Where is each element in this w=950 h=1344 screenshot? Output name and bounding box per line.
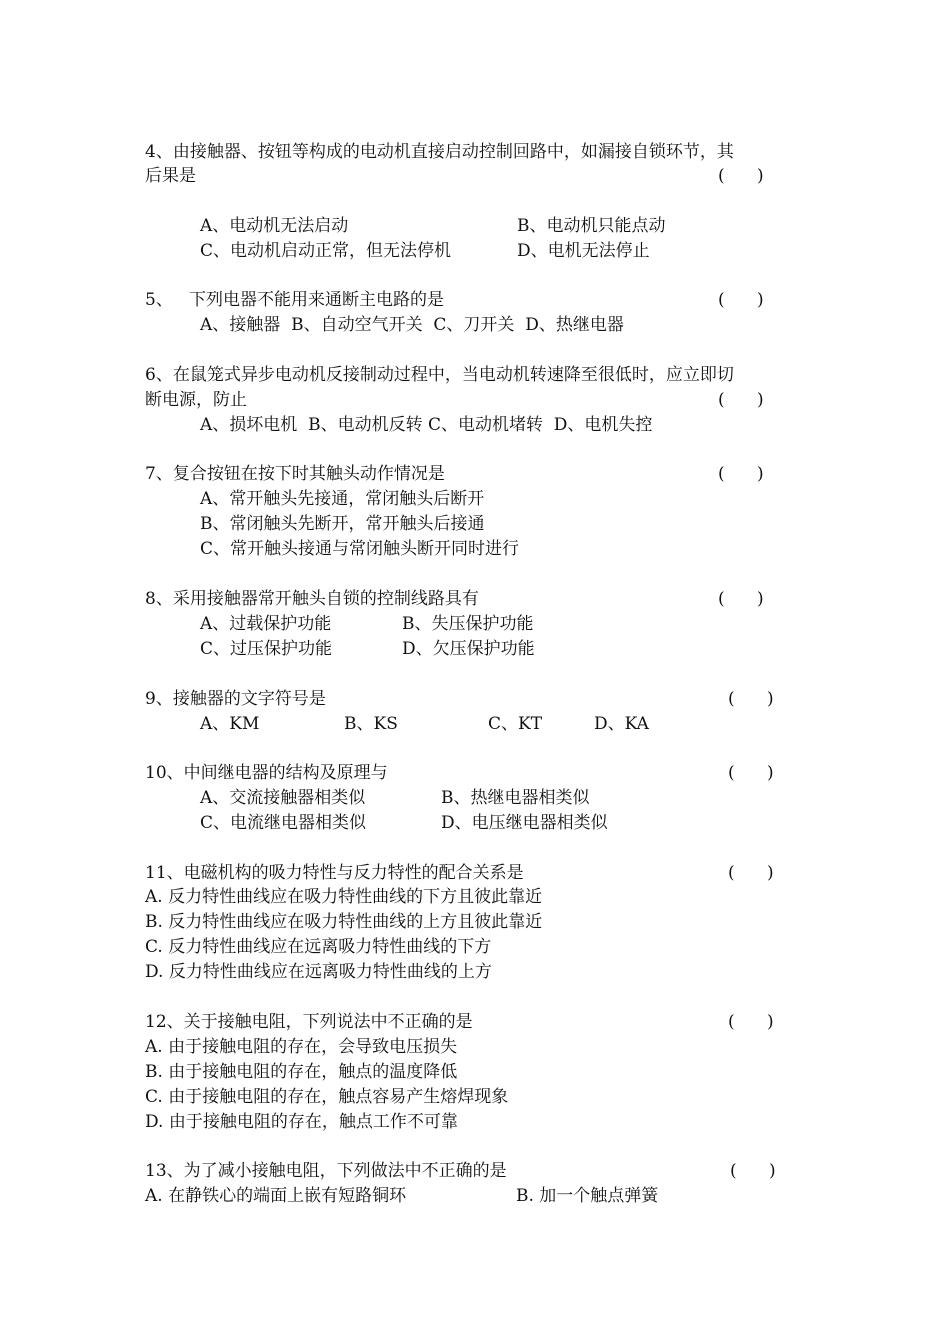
q13-option-a: A. 在静铁心的端面上嵌有短路铜环 bbox=[145, 1186, 407, 1206]
q11-option-a: A. 反力特性曲线应在吸力特性曲线的下方且彼此靠近 bbox=[145, 887, 543, 907]
q12-stem: 12、关于接触电阻，下列说法中不正确的是 bbox=[145, 1012, 473, 1032]
q13-answer-paren: ( ) bbox=[730, 1161, 776, 1181]
q9-option-a: A、KM bbox=[200, 714, 260, 734]
q13-stem: 13、为了减小接触电阻，下列做法中不正确的是 bbox=[145, 1161, 507, 1181]
q10-option-c: C、电流继电器相类似 bbox=[200, 813, 367, 833]
q5-answer-paren: ( ) bbox=[718, 290, 764, 310]
q9-stem: 9、接触器的文字符号是 bbox=[145, 689, 326, 709]
q8-option-b: B、失压保护功能 bbox=[402, 614, 534, 634]
q7-stem: 7、复合按钮在按下时其触头动作情况是 bbox=[145, 464, 445, 484]
q7-option-a: A、常开触头先接通，常闭触头后断开 bbox=[200, 489, 485, 509]
q11-option-d: D. 反力特性曲线应在远离吸力特性曲线的上方 bbox=[145, 962, 492, 982]
q8-answer-paren: ( ) bbox=[718, 589, 764, 609]
q10-option-d: D、电压继电器相类似 bbox=[441, 813, 608, 833]
q9-option-c: C、KT bbox=[488, 714, 543, 734]
q8-option-d: D、欠压保护功能 bbox=[402, 639, 535, 659]
q13-option-b: B. 加一个触点弹簧 bbox=[516, 1186, 659, 1206]
q4-option-d: D、电机无法停止 bbox=[517, 241, 650, 261]
q4-option-a: A、电动机无法启动 bbox=[200, 216, 349, 236]
q11-option-b: B. 反力特性曲线应在吸力特性曲线的上方且彼此靠近 bbox=[145, 912, 543, 932]
q7-option-c: C、常开触头接通与常闭触头断开同时进行 bbox=[200, 539, 520, 559]
q6-stem-line2: 断电源，防止 bbox=[145, 390, 247, 410]
q8-option-a: A、过载保护功能 bbox=[200, 614, 332, 634]
q6-options: A、损坏电机 B、电动机反转 C、电动机堵转 D、电机失控 bbox=[200, 415, 653, 435]
q4-option-c: C、电动机启动正常，但无法停机 bbox=[200, 241, 452, 261]
q4-option-b: B、电动机只能点动 bbox=[517, 216, 666, 236]
q11-option-c: C. 反力特性曲线应在远离吸力特性曲线的下方 bbox=[145, 937, 492, 957]
q4-stem-line2: 后果是 bbox=[145, 166, 196, 186]
q9-answer-paren: ( ) bbox=[728, 689, 774, 709]
q10-option-a: A、交流接触器相类似 bbox=[200, 788, 366, 808]
q9-option-b: B、KS bbox=[344, 714, 398, 734]
q12-answer-paren: ( ) bbox=[728, 1012, 774, 1032]
q9-option-d: D、KA bbox=[594, 714, 649, 734]
q12-option-a: A. 由于接触电阻的存在，会导致电压损失 bbox=[145, 1037, 458, 1057]
q6-stem-line1: 6、在鼠笼式异步电动机反接制动过程中，当电动机转速降至很低时，应立即切 bbox=[145, 365, 734, 385]
q11-stem: 11、电磁机构的吸力特性与反力特性的配合关系是 bbox=[145, 863, 524, 883]
q10-answer-paren: ( ) bbox=[728, 763, 774, 783]
q10-option-b: B、热继电器相类似 bbox=[441, 788, 590, 808]
q8-stem: 8、采用接触器常开触头自锁的控制线路具有 bbox=[145, 589, 479, 609]
q4-answer-paren: ( ) bbox=[718, 166, 764, 186]
q6-answer-paren: ( ) bbox=[718, 390, 764, 410]
q7-answer-paren: ( ) bbox=[718, 464, 764, 484]
q10-stem: 10、中间继电器的结构及原理与 bbox=[145, 763, 388, 783]
q8-option-c: C、过压保护功能 bbox=[200, 639, 333, 659]
q12-option-b: B. 由于接触电阻的存在，触点的温度降低 bbox=[145, 1062, 458, 1082]
q4-stem-line1: 4、由接触器、按钮等构成的电动机直接启动控制回路中，如漏接自锁环节，其 bbox=[145, 142, 734, 162]
q12-option-c: C. 由于接触电阻的存在，触点容易产生熔焊现象 bbox=[145, 1087, 509, 1107]
q5-stem: 5、 下列电器不能用来通断主电路的是 bbox=[145, 290, 445, 310]
q5-options: A、接触器 B、自动空气开关 C、刀开关 D、热继电器 bbox=[200, 315, 624, 335]
q11-answer-paren: ( ) bbox=[728, 863, 774, 883]
q12-option-d: D. 由于接触电阻的存在，触点工作不可靠 bbox=[145, 1112, 458, 1132]
q7-option-b: B、常闭触头先断开，常开触头后接通 bbox=[200, 514, 485, 534]
